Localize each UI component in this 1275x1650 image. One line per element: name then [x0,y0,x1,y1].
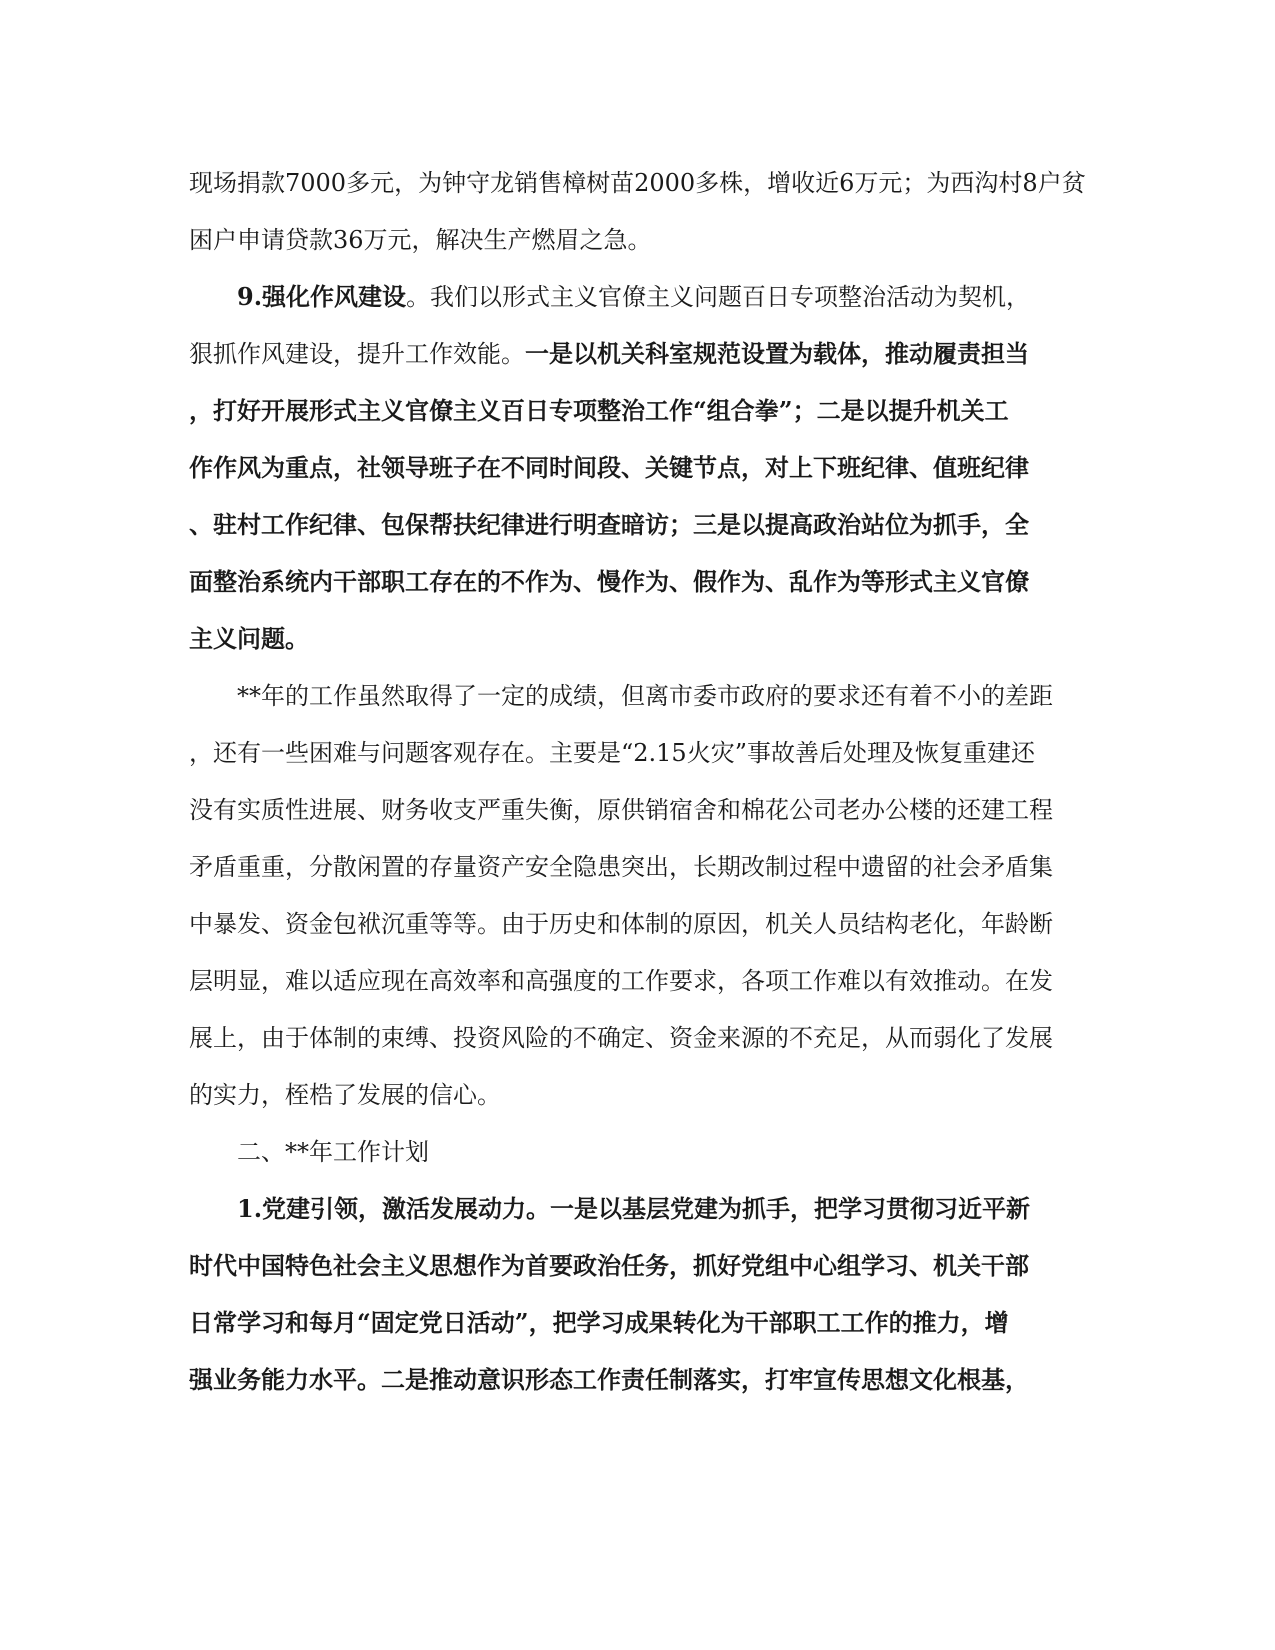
text-line [189,220,1089,260]
text-segment: 。我们以形式主义官僚主义问题百日专项整治活动为契机， [406,283,1031,311]
text-line [189,1018,1089,1058]
text-segment: 矛盾重重，分散闲置的存量资产安全隐患突出，长期改制过程中遗留的社会矛盾集 [189,853,1053,881]
bold-segment: 主义问题。 [189,624,309,653]
bold-segment: 日常学习和每月“固定党日活动”，把学习成果转化为干部职工工作的推力，增 [189,1308,1009,1337]
text-line [189,505,1089,545]
text-segment: 二、**年工作计划 [237,1138,429,1166]
text-line [189,961,1089,1001]
bold-segment: 时代中国特色社会主义思想作为首要政治任务，抓好党组中心组学习、机关干部 [189,1251,1029,1280]
bold-segment: 、驻村工作纪律、包保帮扶纪律进行明查暗访；三是以提高政治站位为抓手，全 [189,510,1029,539]
text-line [189,1360,1089,1400]
text-line [189,1246,1089,1286]
text-line [189,562,1089,602]
bold-segment: 面整治系统内干部职工存在的不作为、慢作为、假作为、乱作为等形式主义官僚 [189,567,1029,596]
text-segment: 狠抓作风建设，提升工作效能。 [189,340,525,368]
bold-segment: 强业务能力水平。二是推动意识形态工作责任制落实，打牢宣传思想文化根基， [189,1365,1029,1394]
text-line [189,790,1089,830]
paragraph-heading-line [237,277,1089,317]
text-line [189,733,1089,773]
bold-segment: 作作风为重点，社领导班子在不同时间段、关键节点，对上下班纪律、值班纪律 [189,453,1029,482]
text-segment: 展上，由于体制的束缚、投资风险的不确定、资金来源的不充足，从而弱化了发展 [189,1024,1053,1052]
text-line [189,448,1089,488]
text-line [189,904,1089,944]
text-segment: 现场捐款7000多元，为钟守龙销售樟树苗2000多株，增收近6万元；为西沟村8户贫 [189,169,1086,197]
text-segment: 的实力，桎梏了发展的信心。 [189,1081,501,1109]
paragraph-first-line [237,676,1089,716]
section-title [237,1132,1089,1172]
text-line [189,1303,1089,1343]
text-line [189,391,1089,431]
text-segment: 中暴发、资金包袱沉重等等。由于历史和体制的原因，机关人员结构老化，年龄断 [189,910,1053,938]
text-line [189,334,1089,374]
bold-segment: ，打好开展形式主义官僚主义百日专项整治工作“组合拳”；二是以提升机关工 [189,396,1009,425]
text-segment: 困户申请贷款36万元，解决生产燃眉之急。 [189,226,652,254]
text-segment: ，还有一些困难与问题客观存在。主要是“2.15火灾”事故善后处理及恢复重建还 [189,739,1035,767]
text-segment: 没有实质性进展、财务收支严重失衡，原供销宿舍和棉花公司老办公楼的还建工程 [189,796,1053,824]
bold-segment: 一是以机关科室规范设置为载体，推动履责担当 [525,339,1029,368]
section-heading: 9.强化作风建设 [237,282,407,311]
paragraph-first-line [237,1189,1089,1229]
text-line [189,619,1089,659]
text-segment: **年的工作虽然取得了一定的成绩，但离市委市政府的要求还有着不小的差距 [237,682,1053,710]
text-line [189,163,1089,203]
text-line [189,1075,1089,1115]
bold-segment: 1.党建引领，激活发展动力。一是以基层党建为抓手，把学习贯彻习近平新 [237,1194,1031,1223]
text-segment: 层明显，难以适应现在高效率和高强度的工作要求，各项工作难以有效推动。在发 [189,967,1053,995]
text-line [189,847,1089,887]
